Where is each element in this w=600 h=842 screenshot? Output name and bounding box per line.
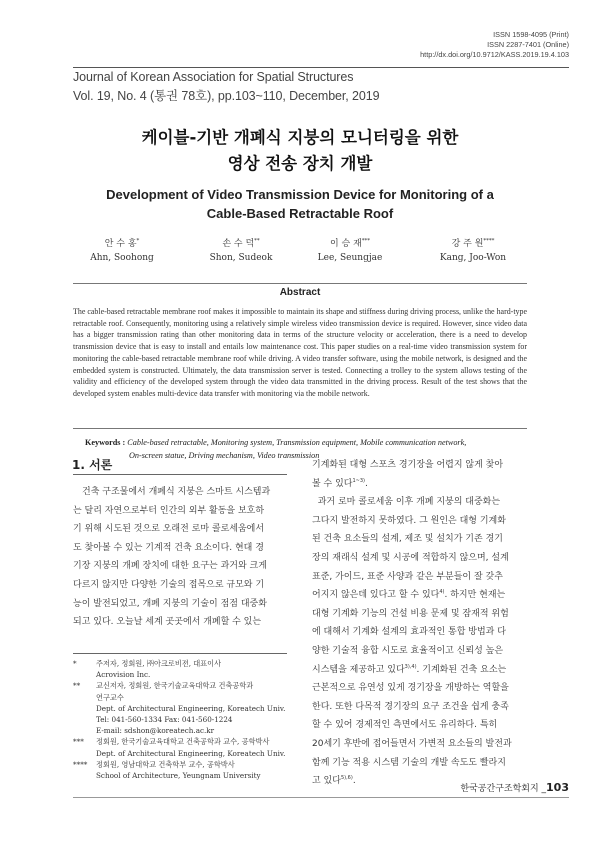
right-column	[312, 456, 530, 791]
keywords-line-2: On-screen statue, Driving mechanism, Video transmission	[129, 451, 320, 460]
body-line: 근본적으로 유연성 있게 경기장을 개방하는 역할을	[312, 683, 509, 694]
body-line: 양한 기술적 융합 시도로 효율적이고 신뢰성 높은	[312, 645, 504, 656]
issn-print: ISSN 1598-4095 (Print)	[493, 30, 569, 39]
footer-journal: 한국공간구조학회지 _	[460, 784, 547, 794]
footnotes	[73, 658, 293, 781]
body-line: 에 대해서 기계화 설계의 효과적인 통합 방법과 다	[312, 627, 506, 638]
keywords-label: Keywords :	[85, 438, 126, 447]
body-line: 도 찾아볼 수 있는 기계적 건축 요소이다. 현대 경	[73, 542, 264, 553]
abstract-rule-bottom	[73, 428, 527, 429]
body-line: 표준, 가이드, 표준 사양과 같은 부분들이 잘 갖추	[312, 571, 503, 582]
body-line: 볼 수 있다$^{1\sim 3)}$.	[312, 477, 368, 489]
body-line: 되고 있다. 오늘날 세계 곳곳에서 개폐할 수 있는	[73, 617, 262, 628]
journal-name: Journal of Korean Association for Spatial Structures	[73, 70, 354, 84]
left-column	[73, 483, 291, 632]
author-name-ko: 강 주 원	[451, 239, 484, 249]
abstract-rule-top	[73, 283, 527, 284]
body-line: 기 위해 시도된 것으로 오래전 로마 콜로세움에서	[73, 524, 265, 535]
doi-link[interactable]: http://dx.doi.org/10.9712/KASS.2019.19.4.103	[420, 50, 569, 60]
author-name-ko: 안 수 홍	[104, 239, 137, 249]
body-line: 능이 발전되었고, 개폐 지붕의 기술이 점점 대중화	[73, 598, 267, 609]
body-line: 함께 기능 적용 시스템 기술의 개발 속도도 빨라지	[312, 757, 506, 768]
author-4	[413, 236, 533, 263]
footnote-3: *** 정회원, 한국기술교육대학교 건축공학과 교수, 공학박사 Dept. of Architectural Engineering, Koreatech Univ.	[73, 737, 286, 758]
issn-online: ISSN 2287-7401 (Online)	[487, 40, 569, 50]
title-en-line-1: Development of Video Transmission Device for Monitoring of a	[106, 187, 494, 202]
keywords-line-1: Cable-based retractable, Monitoring system, Transmission equipment, Mobile communication network,	[127, 438, 467, 447]
journal-volume: Vol. 19, No. 4 (통권 78호), pp.103~110, December, 2019	[73, 89, 380, 103]
body-line: 그다지 발전하지 못하였다. 그 원인은 대형 기계화	[312, 515, 506, 526]
abstract-heading: Abstract	[279, 287, 321, 298]
body-line: 20세기 후반에 접어들면서 가변적 요소들의 발전과	[312, 738, 512, 749]
author-1	[62, 236, 182, 263]
footnote-1: * 주저자, 정회원, ㈜아크로비젼, 대표이사 Acrovision Inc.	[73, 659, 222, 680]
footnote-rule	[73, 653, 287, 654]
author-name-ko: 이 승 재	[329, 239, 362, 249]
title-ko-line-1: 케이블-기반 개폐식 지붕의 모니터링을 위한	[141, 128, 459, 147]
author-name-en: Ahn, Soohong	[90, 253, 154, 263]
body-line: 다르지 않지만 다양한 기술의 접목으로 규모와 기	[73, 579, 265, 590]
body-line: 기계화된 대형 스포츠 경기장을 어렵지 않게 찾아	[312, 460, 504, 470]
body-line: 기장 지붕의 개폐 장치에 대한 요구는 과거와 크게	[73, 561, 267, 572]
body-line: 대형 기계화 기능의 건설 비용 문제 및 잠재적 위험	[312, 608, 509, 619]
footnote-4: **** 정회원, 영남대학교 건축학부 교수, 공학박사 School of Architecture, Yeungnam University	[73, 759, 261, 781]
body-line: 어지지 않은데 있다고 할 수 있다$^{4)}$. 하지만 현재는	[312, 589, 506, 601]
body-line: 과거 로마 콜로세움 이후 개폐 지붕의 대중화는	[312, 497, 501, 508]
author-mark: *	[136, 238, 140, 244]
body-line: 건축 구조물에서 개폐식 지붕은 스마트 시스템과	[82, 487, 271, 497]
body-line: 고 있다$^{5),6)}$.	[312, 775, 356, 787]
author-3	[290, 236, 410, 263]
body-line: 한다. 또한 다목적 경기장의 요구 조건을 쉽게 충족	[312, 701, 509, 712]
title-en-line-2: Cable-Based Retractable Roof	[206, 206, 394, 221]
body-line: 된 건축 요소들의 설계, 제조 및 설치가 기존 경기	[312, 534, 503, 545]
section-heading: 1. 서론	[72, 458, 113, 472]
abstract-text: The cable-based retractable membrane roof makes it impossible to maintain its shape and stiffness during driving process, unlike the hard-type retractable roof. Consequently, monitoring using a relatively simple wireless video transmission device is required. However, since video data has a bigger transmission rating than other monitoring data in terms of the structure velocity or acceleration, there is a need to develop transmission device that is easy to install and entails low maintenance cost. This paper studies on a real-time video transmission system for monitoring the cable-based retractable membrane roof while driving. A video transfer software, using the mobile network, is designed and the embedded system is constructed. Ultimately, the data transmission server is tested. Connecting a trolley to the system allows testing of the validity and efficiency of the developed system through the video data transmitted in the driving process. Result of the test shows that the developed system enables multi-device data transfer with monitoring via the mobile network.	[73, 307, 527, 398]
author-name-en: Kang, Joo-Won	[439, 253, 507, 263]
author-name-en: Shon, Sudeok	[209, 253, 273, 263]
page-footer	[460, 781, 569, 794]
footer-rule	[73, 797, 569, 798]
issn-block	[420, 30, 569, 61]
author-mark: ***	[361, 238, 371, 244]
author-name-en: Lee, Seungjae	[317, 253, 383, 263]
page-number: 103	[546, 781, 569, 794]
header-rule	[73, 67, 569, 68]
body-line: 장의 재래식 설계 및 시공에 적합하지 않으며, 설계	[312, 552, 509, 563]
author-2	[181, 236, 301, 263]
section-rule	[73, 474, 287, 475]
body-line: 는 달리 자연으로부터 인간의 외부 활동을 보호하	[73, 505, 265, 516]
author-name-ko: 손 수 덕	[222, 239, 255, 249]
body-line: 시스템을 제공하고 있다$^{3),4)}$. 기계화된 건축 요소는	[312, 663, 507, 675]
author-mark: ****	[483, 238, 495, 244]
footnote-2: ** 교신저자, 정회원, 한국기술교육대학교 건축공학과 연구교수 Dept. of Architectural Engineering, Koreatech Univ. Tel: 041-560-1334 Fax: 041-560-1224 E-mail: sdshon@koreatech.ac.kr	[73, 681, 286, 736]
title-ko-line-2: 영상 전송 장치 개발	[227, 154, 373, 173]
author-mark: **	[254, 238, 260, 244]
body-line: 할 수 있어 경제적인 측면에서도 유리하다. 특히	[312, 720, 498, 731]
